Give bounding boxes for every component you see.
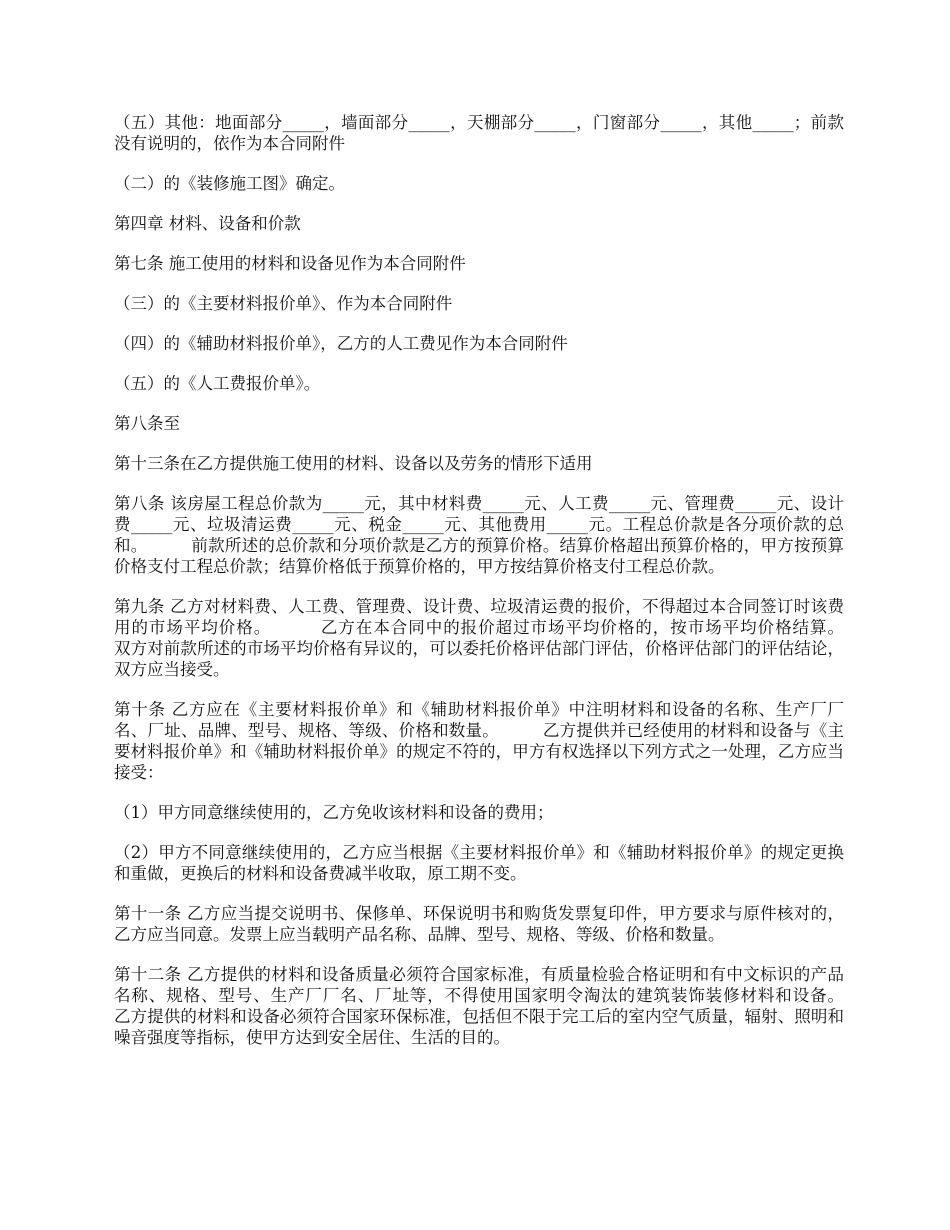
article-12: 第十二条 乙方提供的材料和设备质量必须符合国家标准，有质量检验合格证明和有中文标识的产品名称、规格、型号、生产厂厂名、厂址等，不得使用国家明令淘汰的建筑装饰装修材料和设备。 乙方提供的材料和设备必须符合国家环保标准，包括但不限于完工后的室内空气质量，辐射、照明和噪音强度等指标，使甲方达到安全居住、生活的目的。: [114, 965, 886, 1047]
article-9: 第九条 乙方对材料费、人工费、管理费、设计费、垃圾清运费的报价，不得超过本合同签订时该费用的市场平均价格。 乙方在本合同中的报价超过市场平均价格的，按市场平均价格结算。 双方对前款所述的市场平均价格有异议的，可以委托价格评估部门评估，价格评估部门的评估结论，双方应当接受。: [114, 597, 886, 679]
chapter-heading-materials: 第四章 材料、设备和价款: [114, 214, 301, 233]
article-10-option-1: （1）甲方同意继续使用的，乙方免收该材料和设备的费用；: [114, 803, 554, 822]
paragraph-other-parts: （五）其他：地面部分_____，墙面部分_____，天棚部分_____，门窗部分_____，其他_____；前款没有说明的，依作为本合同附件: [114, 113, 844, 153]
paragraph-article-8-to: 第八条至: [114, 414, 180, 433]
paragraph-article-13-scope: 第十三条在乙方提供施工使用的材料、设备以及劳务的情形下适用: [114, 454, 593, 473]
paragraph-labor-quote: （五）的《人工费报价单》。: [114, 374, 321, 393]
article-8: 第八条 该房屋工程总价款为_____元，其中材料费_____元、人工费_____元、管理费_____元、设计费_____元、垃圾清运费_____元、税金_____元、其他费用_____元。工程总价款是各分项价款的总和。 前款所述的总价款和分项价款是乙方的预算价格。结算价格超出预算价格的，甲方按预算价格支付工程总价款；结算价格低于预算价格的，甲方按结算价格支付工程总价款。: [114, 494, 844, 576]
document-page: [114, 112, 886, 1067]
article-7: 第七条 施工使用的材料和设备见作为本合同附件: [114, 254, 466, 273]
article-11: 第十一条 乙方应当提交说明书、保修单、环保说明书和购货发票复印件，甲方要求与原件核对的，乙方应当同意。发票上应当载明产品名称、品牌、型号、规格、等级、价格和数量。: [114, 904, 844, 944]
paragraph-construction-drawing: （二）的《装修施工图》确定。: [114, 174, 345, 193]
article-10: 第十条 乙方应在《主要材料报价单》和《辅助材料报价单》中注明材料和设备的名称、生产厂厂名、厂址、品牌、型号、规格、等级、价格和数量。 乙方提供并已经使用的材料和设备与《主要材料报价单》和《辅助材料报价单》的规定不符的，甲方有权选择以下列方式之一处理，乙方应当接受：: [114, 700, 844, 782]
article-10-option-2: （2）甲方不同意继续使用的，乙方应当根据《主要材料报价单》和《辅助材料报价单》的规定更换和重做，更换后的材料和设备费减半收取，原工期不变。: [114, 843, 844, 883]
paragraph-auxiliary-materials-quote: （四）的《辅助材料报价单》，乙方的人工费见作为本合同附件: [114, 334, 568, 353]
paragraph-main-materials-quote: （三）的《主要材料报价单》、作为本合同附件: [114, 294, 453, 313]
